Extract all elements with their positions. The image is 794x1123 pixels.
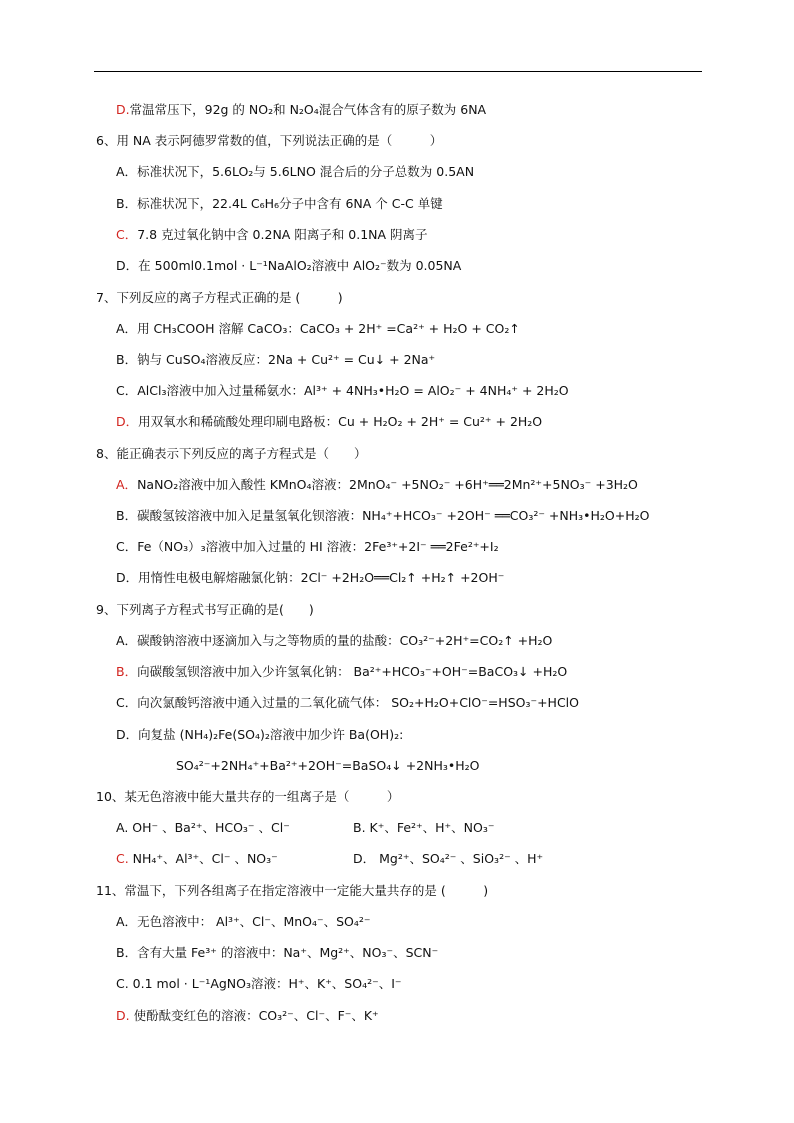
option-label: C． (116, 695, 138, 710)
answer-option (116, 1008, 379, 1024)
line-text: 碳酸钠溶液中逐滴加入与之等物质的量的盐酸：CO₃²⁻+2H⁺=CO₂↑ +H₂O (137, 633, 553, 648)
option-label: A． (116, 633, 138, 648)
option-label: D． (116, 258, 139, 273)
option-label: D． (116, 414, 139, 429)
question-stem (96, 446, 366, 462)
line-text: 钠与 CuSO₄溶液反应：2Na + Cu²⁺ = Cu↓ + 2Na⁺ (137, 352, 436, 367)
option-label: C． (116, 539, 138, 554)
answer-option (116, 570, 504, 586)
line-text: Fe（NO₃）₃溶液中加入过量的 HI 溶液：2Fe³⁺+2I⁻ ══2Fe²⁺+I₂ (137, 539, 499, 554)
line-text: OH⁻ 、Ba²⁺、HCO₃⁻ 、Cl⁻ (128, 820, 290, 835)
line-text: 用双氧水和稀硫酸处理印刷电路板：Cu + H₂O₂ + 2H⁺ = Cu²⁺ + 2H₂O (138, 414, 543, 429)
answer-option (116, 664, 567, 680)
option-label: B． (116, 945, 138, 960)
line-text: 使酚酞变红色的溶液：CO₃²⁻、Cl⁻、F⁻、K⁺ (129, 1008, 379, 1023)
answer-option (116, 976, 401, 992)
answer-option (116, 508, 650, 524)
answer-option (116, 539, 499, 555)
option-label: B. (353, 820, 366, 835)
line-text: AlCl₃溶液中加入过量稀氨水：Al³⁺ + 4NH₃•H₂O = AlO₂⁻ + 4NH₄⁺ + 2H₂O (137, 383, 569, 398)
answer-option (116, 727, 403, 743)
line-text: 7、下列反应的离子方程式正确的是 ( ) (96, 290, 343, 305)
answer-option (353, 851, 543, 867)
line-text: NaNO₂溶液中加入酸性 KMnO₄溶液：2MnO₄⁻ +5NO₂⁻ +6H⁺══2Mn²⁺+5NO₃⁻ +3H₂O (137, 477, 638, 492)
option-label: A． (116, 164, 138, 179)
answer-option (116, 820, 290, 836)
line-text: 含有大量 Fe³⁺ 的溶液中：Na⁺、Mg²⁺、NO₃⁻、SCN⁻ (137, 945, 439, 960)
answer-option (116, 227, 428, 243)
answer-option (116, 258, 461, 274)
line-text: 向复盐 (NH₄)₂Fe(SO₄)₂溶液中加少许 Ba(OH)₂: (138, 727, 404, 742)
line-text: NH₄⁺、Al³⁺、Cl⁻ 、NO₃⁻ (128, 851, 278, 866)
question-stem (96, 602, 314, 618)
question-stem (96, 883, 488, 899)
option-label: D. (116, 1008, 130, 1023)
answer-option (116, 945, 438, 961)
answer-option (116, 633, 552, 649)
answer-option (116, 352, 435, 368)
option-label: B． (116, 196, 138, 211)
answer-option (116, 196, 443, 212)
option-label: B． (116, 508, 138, 523)
line-text: 碳酸氢铵溶液中加入足量氢氧化钡溶液：NH₄⁺+HCO₃⁻ +2OH⁻ ══CO₃²⁻ +NH₃•H₂O+H₂O (137, 508, 650, 523)
option-label: D． (116, 570, 139, 585)
line-text: 8、能正确表示下列反应的离子方程式是（ ） (96, 446, 367, 461)
answer-option (116, 321, 520, 337)
question-stem (96, 290, 343, 306)
option-label: A. (116, 820, 129, 835)
answer-option (116, 102, 486, 118)
answer-option (353, 820, 494, 836)
answer-option (116, 851, 278, 867)
line-text: 用 CH₃COOH 溶解 CaCO₃：CaCO₃ + 2H⁺ =Ca²⁺ + H₂O + CO₂↑ (137, 321, 520, 336)
option-label: D. (116, 102, 130, 117)
line-text: 向碳酸氢钡溶液中加入少许氢氧化钠： Ba²⁺+HCO₃⁻+OH⁻=BaCO₃↓ +H₂O (137, 664, 568, 679)
answer-option (116, 383, 569, 399)
line-text: 10、某无色溶液中能大量共存的一组离子是（ ） (96, 789, 400, 804)
question-stem (96, 789, 399, 805)
answer-option (176, 758, 480, 774)
option-label: A． (116, 477, 138, 492)
option-label: C. (116, 851, 129, 866)
header-rule (94, 71, 702, 72)
option-label: D． (353, 851, 376, 866)
line-text: 7.8 克过氧化钠中含 0.2NA 阳离子和 0.1NA 阴离子 (137, 227, 428, 242)
answer-option (116, 477, 638, 493)
line-text: 在 500ml0.1mol · L⁻¹NaAlO₂溶液中 AlO₂⁻数为 0.05NA (138, 258, 462, 273)
line-text: 常温常压下，92g 的 NO₂和 N₂O₄混合气体含有的原子数为 6NA (129, 102, 487, 117)
line-text: 标准状况下，5.6LO₂与 5.6LNO 混合后的分子总数为 0.5AN (137, 164, 475, 179)
answer-option (116, 695, 579, 711)
answer-option (116, 414, 542, 430)
option-label: B． (116, 352, 138, 367)
question-stem (96, 133, 442, 149)
line-text: 用惰性电极电解熔融氯化钠：2Cl⁻ +2H₂O══Cl₂↑ +H₂↑ +2OH⁻ (138, 570, 505, 585)
option-label: A． (116, 914, 138, 929)
line-text: K⁺、Fe²⁺、H⁺、NO₃⁻ (365, 820, 495, 835)
option-label: B． (116, 664, 138, 679)
line-text: 无色溶液中： Al³⁺、Cl⁻、MnO₄⁻、SO₄²⁻ (137, 914, 371, 929)
answer-option (116, 914, 371, 930)
option-label: C． (116, 383, 138, 398)
option-label: C. (116, 976, 129, 991)
line-text: SO₄²⁻+2NH₄⁺+Ba²⁺+2OH⁻=BaSO₄↓ +2NH₃•H₂O (176, 758, 480, 773)
option-label: C． (116, 227, 138, 242)
option-label: D． (116, 727, 139, 742)
line-text: 6、用 NA 表示阿德罗常数的值，下列说法正确的是（ ） (96, 133, 443, 148)
line-text: 向次氯酸钙溶液中通入过量的二氧化硫气体： SO₂+H₂O+ClO⁻=HSO₃⁻+HClO (137, 695, 579, 710)
line-text: 标准状况下，22.4L C₆H₆分子中含有 6NA 个 C-C 单键 (137, 196, 443, 211)
option-label: A． (116, 321, 138, 336)
line-text: Mg²⁺、SO₄²⁻ 、SiO₃²⁻ 、H⁺ (375, 851, 544, 866)
line-text: 0.1 mol · L⁻¹AgNO₃溶液：H⁺、K⁺、SO₄²⁻、I⁻ (128, 976, 402, 991)
line-text: 11、常温下，下列各组离子在指定溶液中一定能大量共存的是 ( ) (96, 883, 489, 898)
line-text: 9、下列离子方程式书写正确的是( ) (96, 602, 314, 617)
answer-option (116, 164, 474, 180)
